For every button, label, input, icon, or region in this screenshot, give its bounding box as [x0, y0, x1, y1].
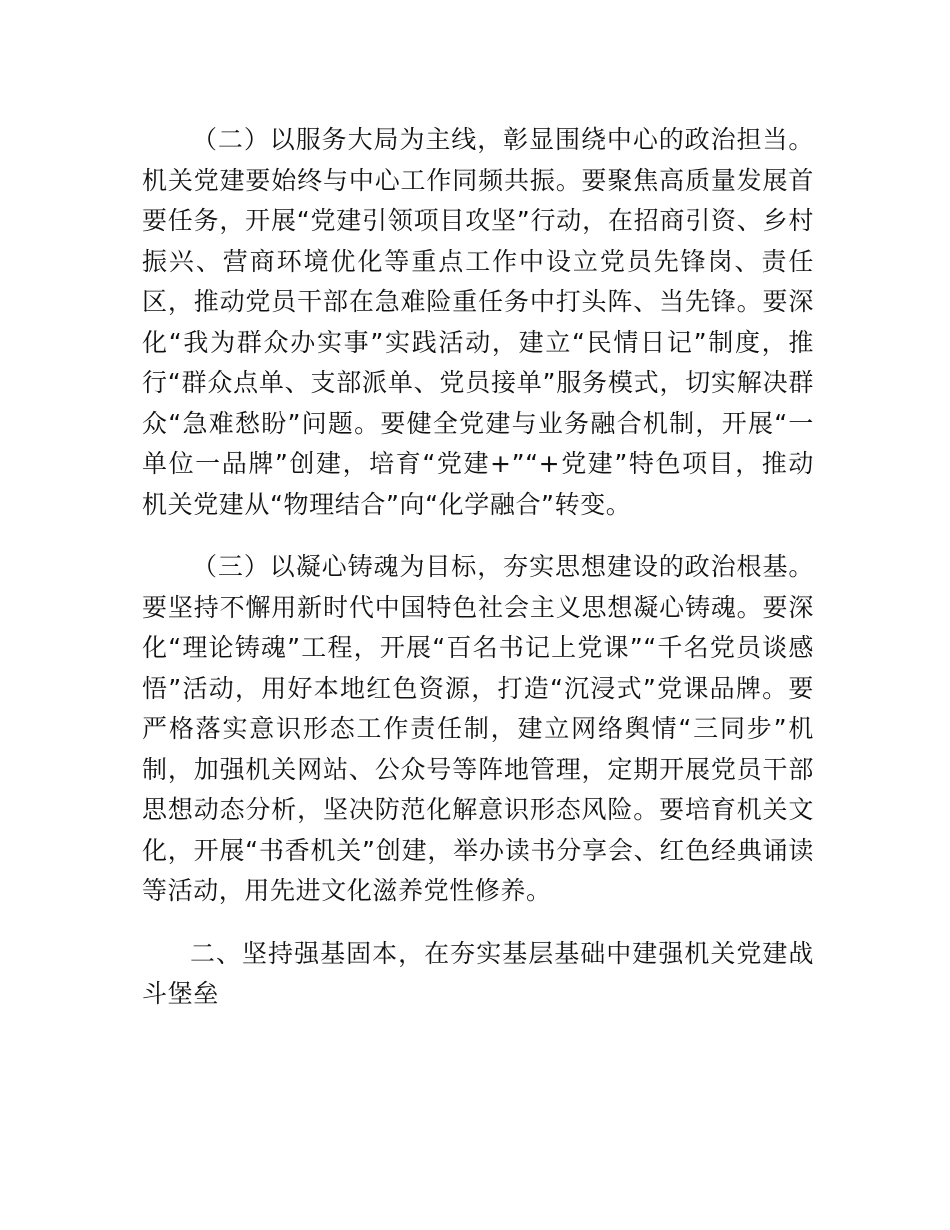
- section-paragraph-2: （二）以服务大局为主线，彰显围绕中心的政治担当。机关党建要始终与中心工作同频共振。要聚焦高质量发展首要任务，开展“党建引领项目攻坚”行动，在招商引资、乡村振兴、营商环境优化等重点工作中设立党员先锋岗、责任区，推动党员干部在急难险重任务中打头阵、当先锋。要深化“我为群众办实事”实践活动，建立“民情日记”制度，推行“群众点单、支部派单、党员接单”服务模式，切实解决群众“急难愁盼”问题。要健全党建与业务融合机制，开展“一单位一品牌”创建，培育“党建+”“+党建”特色项目，推动机关党建从“物理结合”向“化学融合”转变。: [142, 125, 814, 519]
- document-body: [142, 120, 814, 1015]
- section-paragraph-3: （三）以凝心铸魂为目标，夯实思想建设的政治根基。要坚持不懈用新时代中国特色社会主义思想凝心铸魂。要深化“理论铸魂”工程，开展“百名书记上党课”“千名党员谈感悟”活动，用好本地红色资源，打造“沉浸式”党课品牌。要严格落实意识形态工作责任制，建立网络舆情“三同步”机制，加强机关网站、公众号等阵地管理，定期开展党员干部思想动态分析，坚决防范化解意识形态风险。要培育机关文化，开展“书香机关”创建，举办读书分享会、红色经典诵读等活动，用先进文化滋养党性修养。: [142, 552, 814, 905]
- section-heading-2: 二、坚持强基固本，在夯实基层基础中建强机关党建战斗堡垒: [142, 938, 814, 1008]
